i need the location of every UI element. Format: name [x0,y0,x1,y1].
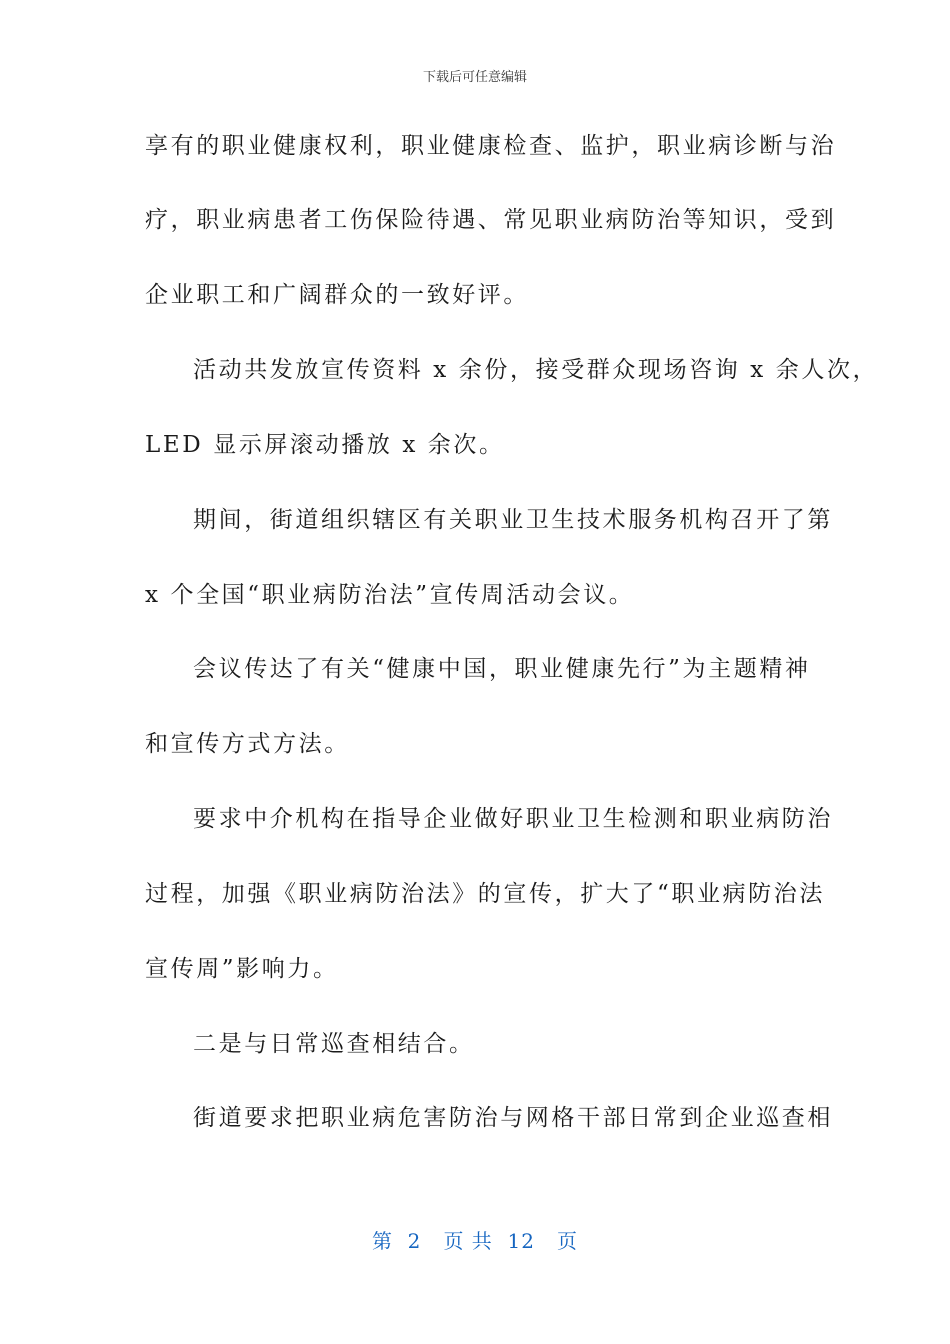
paragraph-line: 要求中介机构在指导企业做好职业卫生检测和职业病防治 [193,806,833,832]
paragraph-line: 过程，加强《职业病防治法》的宣传，扩大了“职业病防治法 [145,881,825,907]
paragraph-line: LED 显示屏滚动播放 x 余次。 [145,432,505,458]
paragraph-line: 企业职工和广阔群众的一致好评。 [145,282,529,308]
paragraph-line: 疗，职业病患者工伤保险待遇、常见职业病防治等知识，受到 [145,207,837,233]
paragraph-line: 享有的职业健康权利，职业健康检查、监护，职业病诊断与治 [145,133,837,159]
paragraph-line: 宣传周”影响力。 [145,956,339,982]
paragraph-line: 街道要求把职业病危害防治与网格干部日常到企业巡查相 [193,1105,833,1131]
paragraph-line: x 个全国“职业病防治法”宣传周活动会议。 [145,582,635,608]
page-number-footer: 第 2 页 共 12 页 [371,1229,579,1253]
paragraph-line: 期间，街道组织辖区有关职业卫生技术服务机构召开了第 [193,507,833,533]
paragraph-line: 和宣传方式方法。 [145,731,350,757]
paragraph-line: 二是与日常巡查相结合。 [193,1031,475,1057]
page-header: 下载后可任意编辑 [422,70,527,85]
paragraph-line: 活动共发放宣传资料 x 余份，接受群众现场咨询 x 余人次， [193,357,879,383]
paragraph-line: 会议传达了有关“健康中国，职业健康先行”为主题精神 [193,656,811,682]
